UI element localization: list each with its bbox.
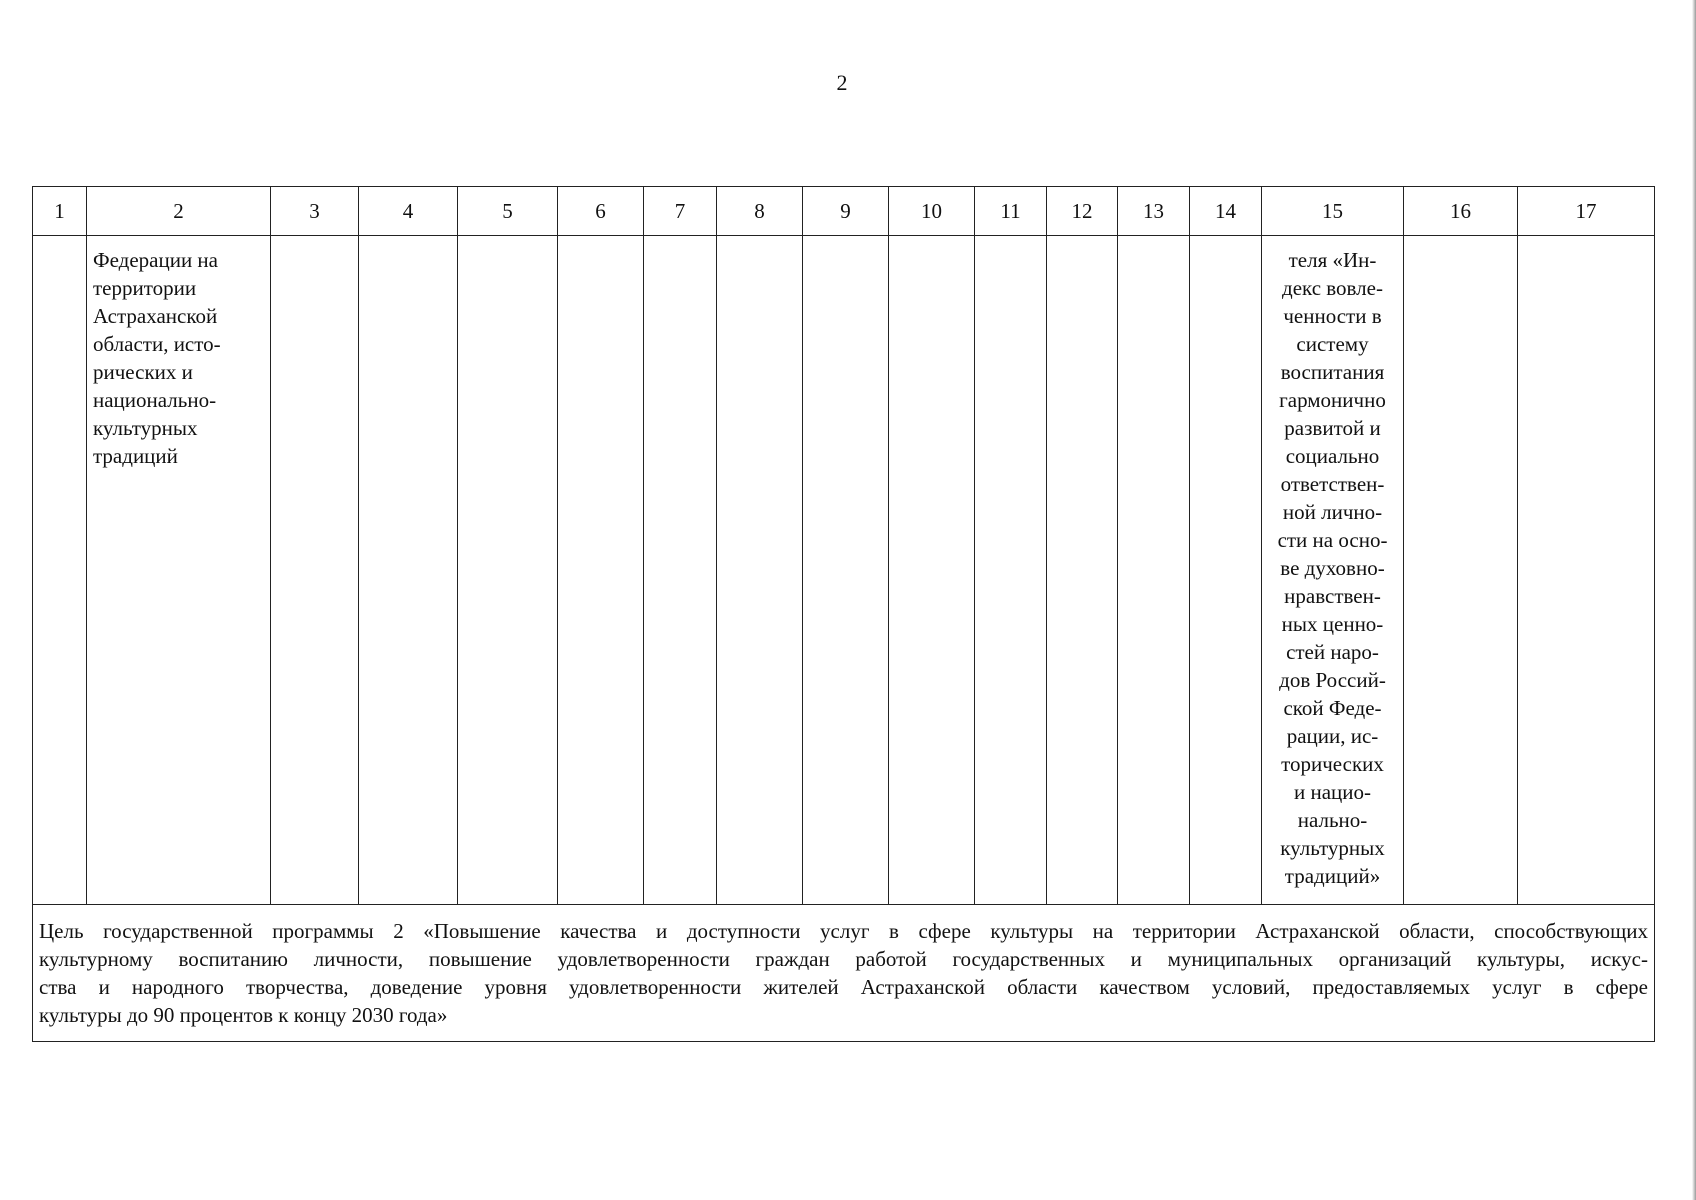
column-header-12: 12 xyxy=(1047,187,1118,236)
cell-col-15-line: сти на осно- xyxy=(1277,528,1388,552)
column-header-17: 17 xyxy=(1518,187,1655,236)
cell-col-2-line: рических и xyxy=(93,360,193,384)
program-goal-line: культурному воспитанию личности, повышение удовлетворенности граждан работой государственных и муниципальных организаций культуры, искус- xyxy=(39,947,1648,971)
column-header-6: 6 xyxy=(558,187,644,236)
column-header-11: 11 xyxy=(975,187,1047,236)
column-header-3: 3 xyxy=(271,187,359,236)
program-goal-line: Цель государственной программы 2 «Повышение качества и доступности услуг в сфере культуры на территории Астраханской области, способствующих xyxy=(39,919,1648,943)
column-header-14: 14 xyxy=(1190,187,1262,236)
cell-col-15-line: ской Феде- xyxy=(1283,696,1382,720)
column-header-1: 1 xyxy=(33,187,87,236)
cell-col-15-line: и нацио- xyxy=(1293,780,1372,804)
cell-col-1 xyxy=(33,236,87,905)
column-header-13: 13 xyxy=(1118,187,1190,236)
cell-col-15-line: дов Россий- xyxy=(1279,668,1386,692)
program-goal-line: ства и народного творчества, доведение уровня удовлетворенности жителей Астраханской области качеством условий, предоставляемых услуг в сфере xyxy=(39,975,1648,999)
column-header-16: 16 xyxy=(1404,187,1518,236)
cell-col-12 xyxy=(1047,236,1118,905)
cell-col-17 xyxy=(1518,236,1655,905)
column-header-7: 7 xyxy=(644,187,717,236)
cell-col-15-line: нально- xyxy=(1297,808,1368,832)
cell-col-15-line: ответствен- xyxy=(1280,472,1385,496)
column-header-5: 5 xyxy=(458,187,558,236)
cell-col-15-line: социально xyxy=(1285,444,1380,468)
cell-col-6 xyxy=(558,236,644,905)
cell-col-16 xyxy=(1404,236,1518,905)
cell-col-15-line: торических xyxy=(1281,752,1384,776)
column-header-8: 8 xyxy=(717,187,803,236)
cell-col-2-line: территории xyxy=(93,276,197,300)
cell-col-3 xyxy=(271,236,359,905)
cell-col-15-line: культурных xyxy=(1280,836,1385,860)
cell-col-2-line: Федерации на xyxy=(93,248,218,272)
program-goal-text xyxy=(33,905,1655,1042)
cell-col-15-line: ченности в xyxy=(1283,304,1382,328)
program-goal-line: культуры до 90 процентов к концу 2030 года» xyxy=(39,1003,448,1027)
cell-col-15-line: гармонично xyxy=(1279,388,1386,412)
column-header-9: 9 xyxy=(803,187,889,236)
cell-col-5 xyxy=(458,236,558,905)
column-header-10: 10 xyxy=(889,187,975,236)
cell-col-14 xyxy=(1190,236,1262,905)
cell-col-15-line: ных ценно- xyxy=(1281,612,1384,636)
page-number: 2 xyxy=(836,70,848,95)
cell-col-2-line: традиций xyxy=(93,444,178,468)
cell-col-2-line: Астраханской xyxy=(93,304,218,328)
cell-col-15-line: развитой и xyxy=(1284,416,1381,440)
cell-col-7 xyxy=(644,236,717,905)
column-header-2: 2 xyxy=(87,187,271,236)
header-row xyxy=(33,187,1655,236)
column-header-15: 15 xyxy=(1262,187,1404,236)
cell-col-4 xyxy=(359,236,458,905)
cell-col-9 xyxy=(803,236,889,905)
cell-col-2 xyxy=(87,236,271,905)
cell-col-15-line: воспитания xyxy=(1280,360,1385,384)
cell-col-15-line: систему xyxy=(1296,332,1369,356)
cell-col-10 xyxy=(889,236,975,905)
cell-col-15 xyxy=(1262,236,1404,905)
cell-col-15-line: декс вовле- xyxy=(1282,276,1383,300)
column-header-4: 4 xyxy=(359,187,458,236)
cell-col-15-line: стей наро- xyxy=(1286,640,1379,664)
goal-row xyxy=(33,905,1655,1042)
cell-col-2-line: области, исто- xyxy=(93,332,221,356)
cell-col-11 xyxy=(975,236,1047,905)
table-row xyxy=(33,236,1655,905)
cell-col-15-line: рации, ис- xyxy=(1286,724,1379,748)
cell-col-15-line: ной лично- xyxy=(1282,500,1383,524)
indicator-table xyxy=(32,186,1655,1042)
cell-col-15-line: нравствен- xyxy=(1284,584,1381,608)
cell-col-2-line: культурных xyxy=(93,416,198,440)
cell-col-15-line: теля «Ин- xyxy=(1288,248,1377,272)
cell-col-15-line: ве духовно- xyxy=(1280,556,1385,580)
cell-col-13 xyxy=(1118,236,1190,905)
cell-col-8 xyxy=(717,236,803,905)
scan-edge-shadow xyxy=(1692,0,1696,1200)
cell-col-15-line: традиций» xyxy=(1284,864,1381,888)
cell-col-2-line: национально- xyxy=(93,388,217,412)
